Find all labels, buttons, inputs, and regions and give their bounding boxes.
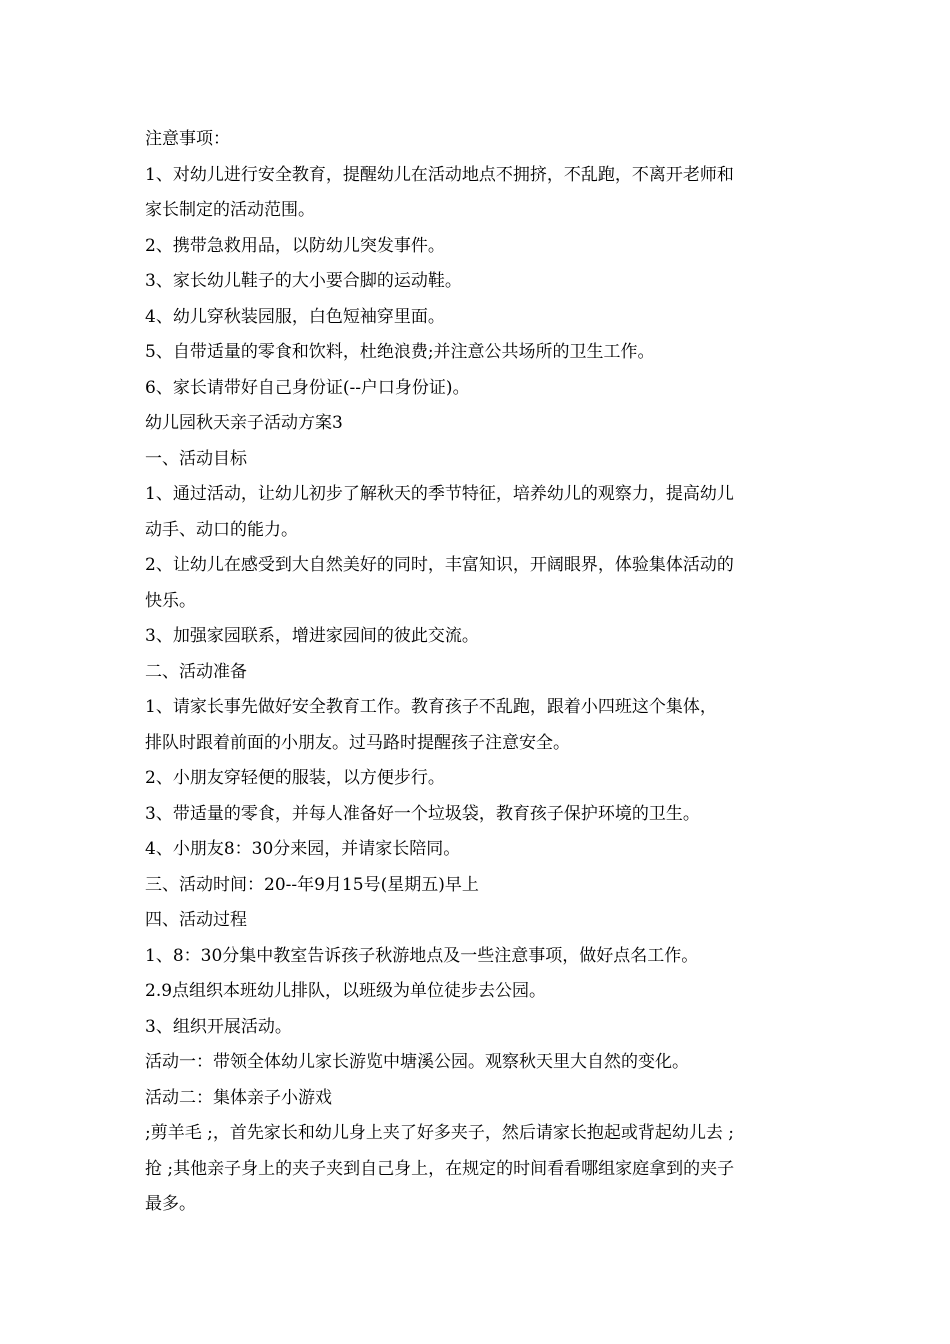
paragraph-line: 3、组织开展活动。 — [145, 1016, 292, 1037]
paragraph-line: 4、小朋友8：30分来园，并请家长陪同。 — [145, 839, 461, 859]
document-body — [145, 122, 810, 1223]
paragraph-line: 2.9点组织本班幼儿排队，以班级为单位徒步去公园。 — [145, 981, 547, 1001]
paragraph-line: ;剪羊毛 ;，首先家长和幼儿身上夹了好多夹子，然后请家长抱起或背起幼儿去 ; — [145, 1123, 734, 1143]
section-heading-goals: 一、活动目标 — [145, 448, 247, 469]
paragraph-line: 5、自带适量的零食和饮料，杜绝浪费;并注意公共场所的卫生工作。 — [145, 342, 655, 362]
section-heading-preparation: 二、活动准备 — [145, 661, 247, 682]
paragraph-line: 4、幼儿穿秋装园服，白色短袖穿里面。 — [145, 306, 445, 327]
paragraph-line: 1、请家长事先做好安全教育工作。教育孩子不乱跑，跟着小四班这个集体， — [145, 697, 717, 717]
paragraph-line: 动手、动口的能力。 — [145, 519, 298, 540]
paragraph-line: 2、携带急救用品，以防幼儿突发事件。 — [145, 235, 445, 256]
paragraph-line: 1、通过活动，让幼儿初步了解秋天的季节特征，培养幼儿的观察力，提高幼儿 — [145, 484, 734, 504]
paragraph-line: 6、家长请带好自己身份证(--户口身份证)。 — [145, 377, 470, 398]
paragraph-line: 活动一：带领全体幼儿家长游览中塘溪公园。观察秋天里大自然的变化。 — [145, 1052, 689, 1072]
paragraph-line: 1、8：30分集中教室告诉孩子秋游地点及一些注意事项，做好点名工作。 — [145, 945, 699, 966]
paragraph-line: 活动二：集体亲子小游戏 — [145, 1087, 332, 1108]
section-heading-time: 三、活动时间：20--年9月15号(星期五)早上 — [145, 874, 479, 895]
paragraph-line: 抢 ;其他亲子身上的夹子夹到自己身上，在规定的时间看看哪组家庭拿到的夹子 — [145, 1158, 735, 1179]
paragraph-line: 2、小朋友穿轻便的服装，以方便步行。 — [145, 768, 445, 788]
paragraph-line: 3、带适量的零食，并每人准备好一个垃圾袋，教育孩子保护环境的卫生。 — [145, 803, 700, 824]
paragraph-line: 家长制定的活动范围。 — [145, 200, 315, 220]
paragraph-line: 3、加强家园联系，增进家园间的彼此交流。 — [145, 626, 479, 646]
paragraph-line: 排队时跟着前面的小朋友。过马路时提醒孩子注意安全。 — [145, 732, 570, 753]
paragraph-line: 3、家长幼儿鞋子的大小要合脚的运动鞋。 — [145, 271, 462, 291]
paragraph-line: 2、让幼儿在感受到大自然美好的同时，丰富知识，开阔眼界，体验集体活动的 — [145, 555, 734, 575]
paragraph-line: 1、对幼儿进行安全教育，提醒幼儿在活动地点不拥挤，不乱跑，不离开老师和 — [145, 164, 734, 185]
section-heading-process: 四、活动过程 — [145, 910, 247, 930]
plan-title: 幼儿园秋天亲子活动方案3 — [145, 413, 343, 433]
section-heading-notes: 注意事项： — [145, 129, 230, 149]
paragraph-line: 快乐。 — [145, 590, 196, 611]
paragraph-line: 最多。 — [145, 1194, 196, 1214]
